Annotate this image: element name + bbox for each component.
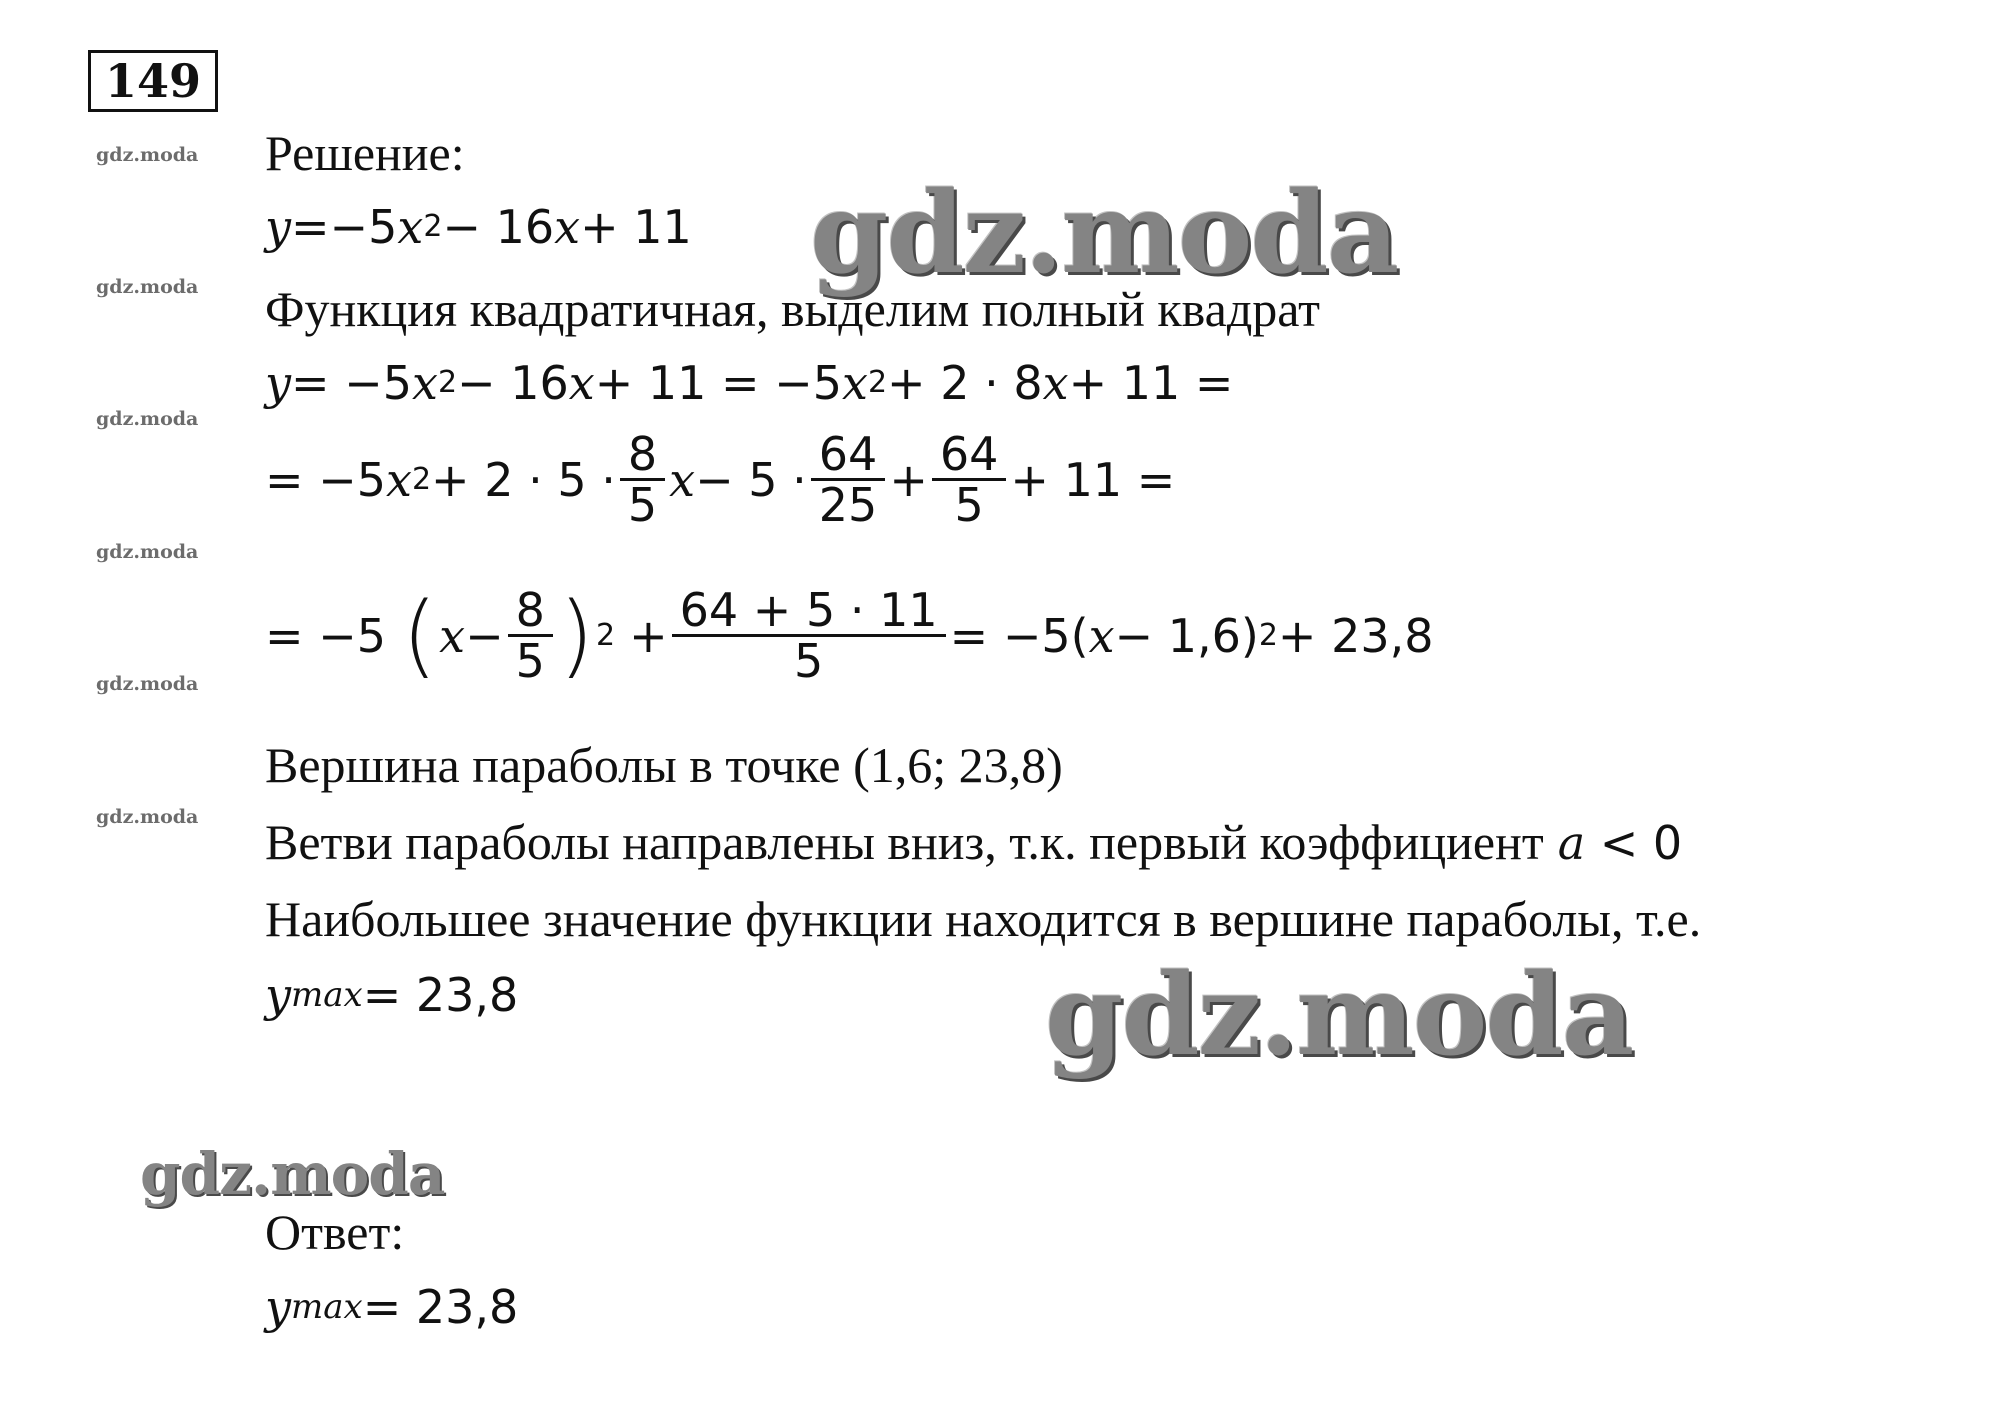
side-watermark: gdz.moda <box>96 673 199 695</box>
side-watermark: gdz.moda <box>96 541 199 563</box>
fraction-64-5: $\frac{64}{5}$ <box>936 430 1003 530</box>
answer-equation: y max = 23,8 <box>265 1280 519 1334</box>
fraction-64-25: $\frac{64}{25}$ <box>815 430 882 530</box>
side-watermark: gdz.moda <box>96 276 199 298</box>
solution-heading: Решение: <box>265 125 465 181</box>
fraction-equation: = −5 x 2 + 2 · 5 · $\frac{8}{5}$ x − 5 · $\frac{64}{25}$ + $\frac{64}{5}$ + 11 = <box>265 427 1176 533</box>
max-statement: Наибольшее значение функции находится в вершине параболы, т.е. <box>265 891 1702 947</box>
watermark-large: gdz.moda <box>810 168 1398 299</box>
side-watermark: gdz.moda <box>96 408 199 430</box>
branches-statement: Ветви параболы направлены вниз, т.к. первый коэффициент a < 0 <box>265 814 1683 870</box>
fraction-8-5: $\frac{8}{5}$ <box>624 430 661 530</box>
quadratic-statement: Функция квадратичная, выделим полный квадрат <box>265 281 1321 337</box>
side-watermark: gdz.moda <box>96 806 199 828</box>
expanded-equation: y = −5 x 2 − 16 x + 11 = −5 x 2 + 2 · 8 x + 11 = <box>265 356 1234 410</box>
completed-square-equation: = −5 ( x − $\frac{8}{5}$ ) 2 + $\frac{64 + 5 \cdot 11}{5}$ = −5( x − 1,6) 2 + 23,8 <box>265 582 1434 689</box>
side-watermark: gdz.moda <box>96 144 199 166</box>
function-equation: y = −5 x 2 − 16 x + 11 <box>265 200 692 254</box>
watermark-medium: gdz.moda <box>140 1140 445 1208</box>
fraction-8-5: $\frac{8}{5}$ <box>512 586 549 686</box>
fraction-sum: $\frac{64 + 5 \cdot 11}{5}$ <box>676 586 942 686</box>
answer-heading: Ответ: <box>265 1204 405 1260</box>
problem-number: 149 <box>88 50 218 112</box>
result-equation: y max = 23,8 <box>265 968 519 1022</box>
watermark-large: gdz.moda <box>1045 950 1633 1081</box>
vertex-statement: Вершина параболы в точке (1,6; 23,8) <box>265 737 1063 793</box>
